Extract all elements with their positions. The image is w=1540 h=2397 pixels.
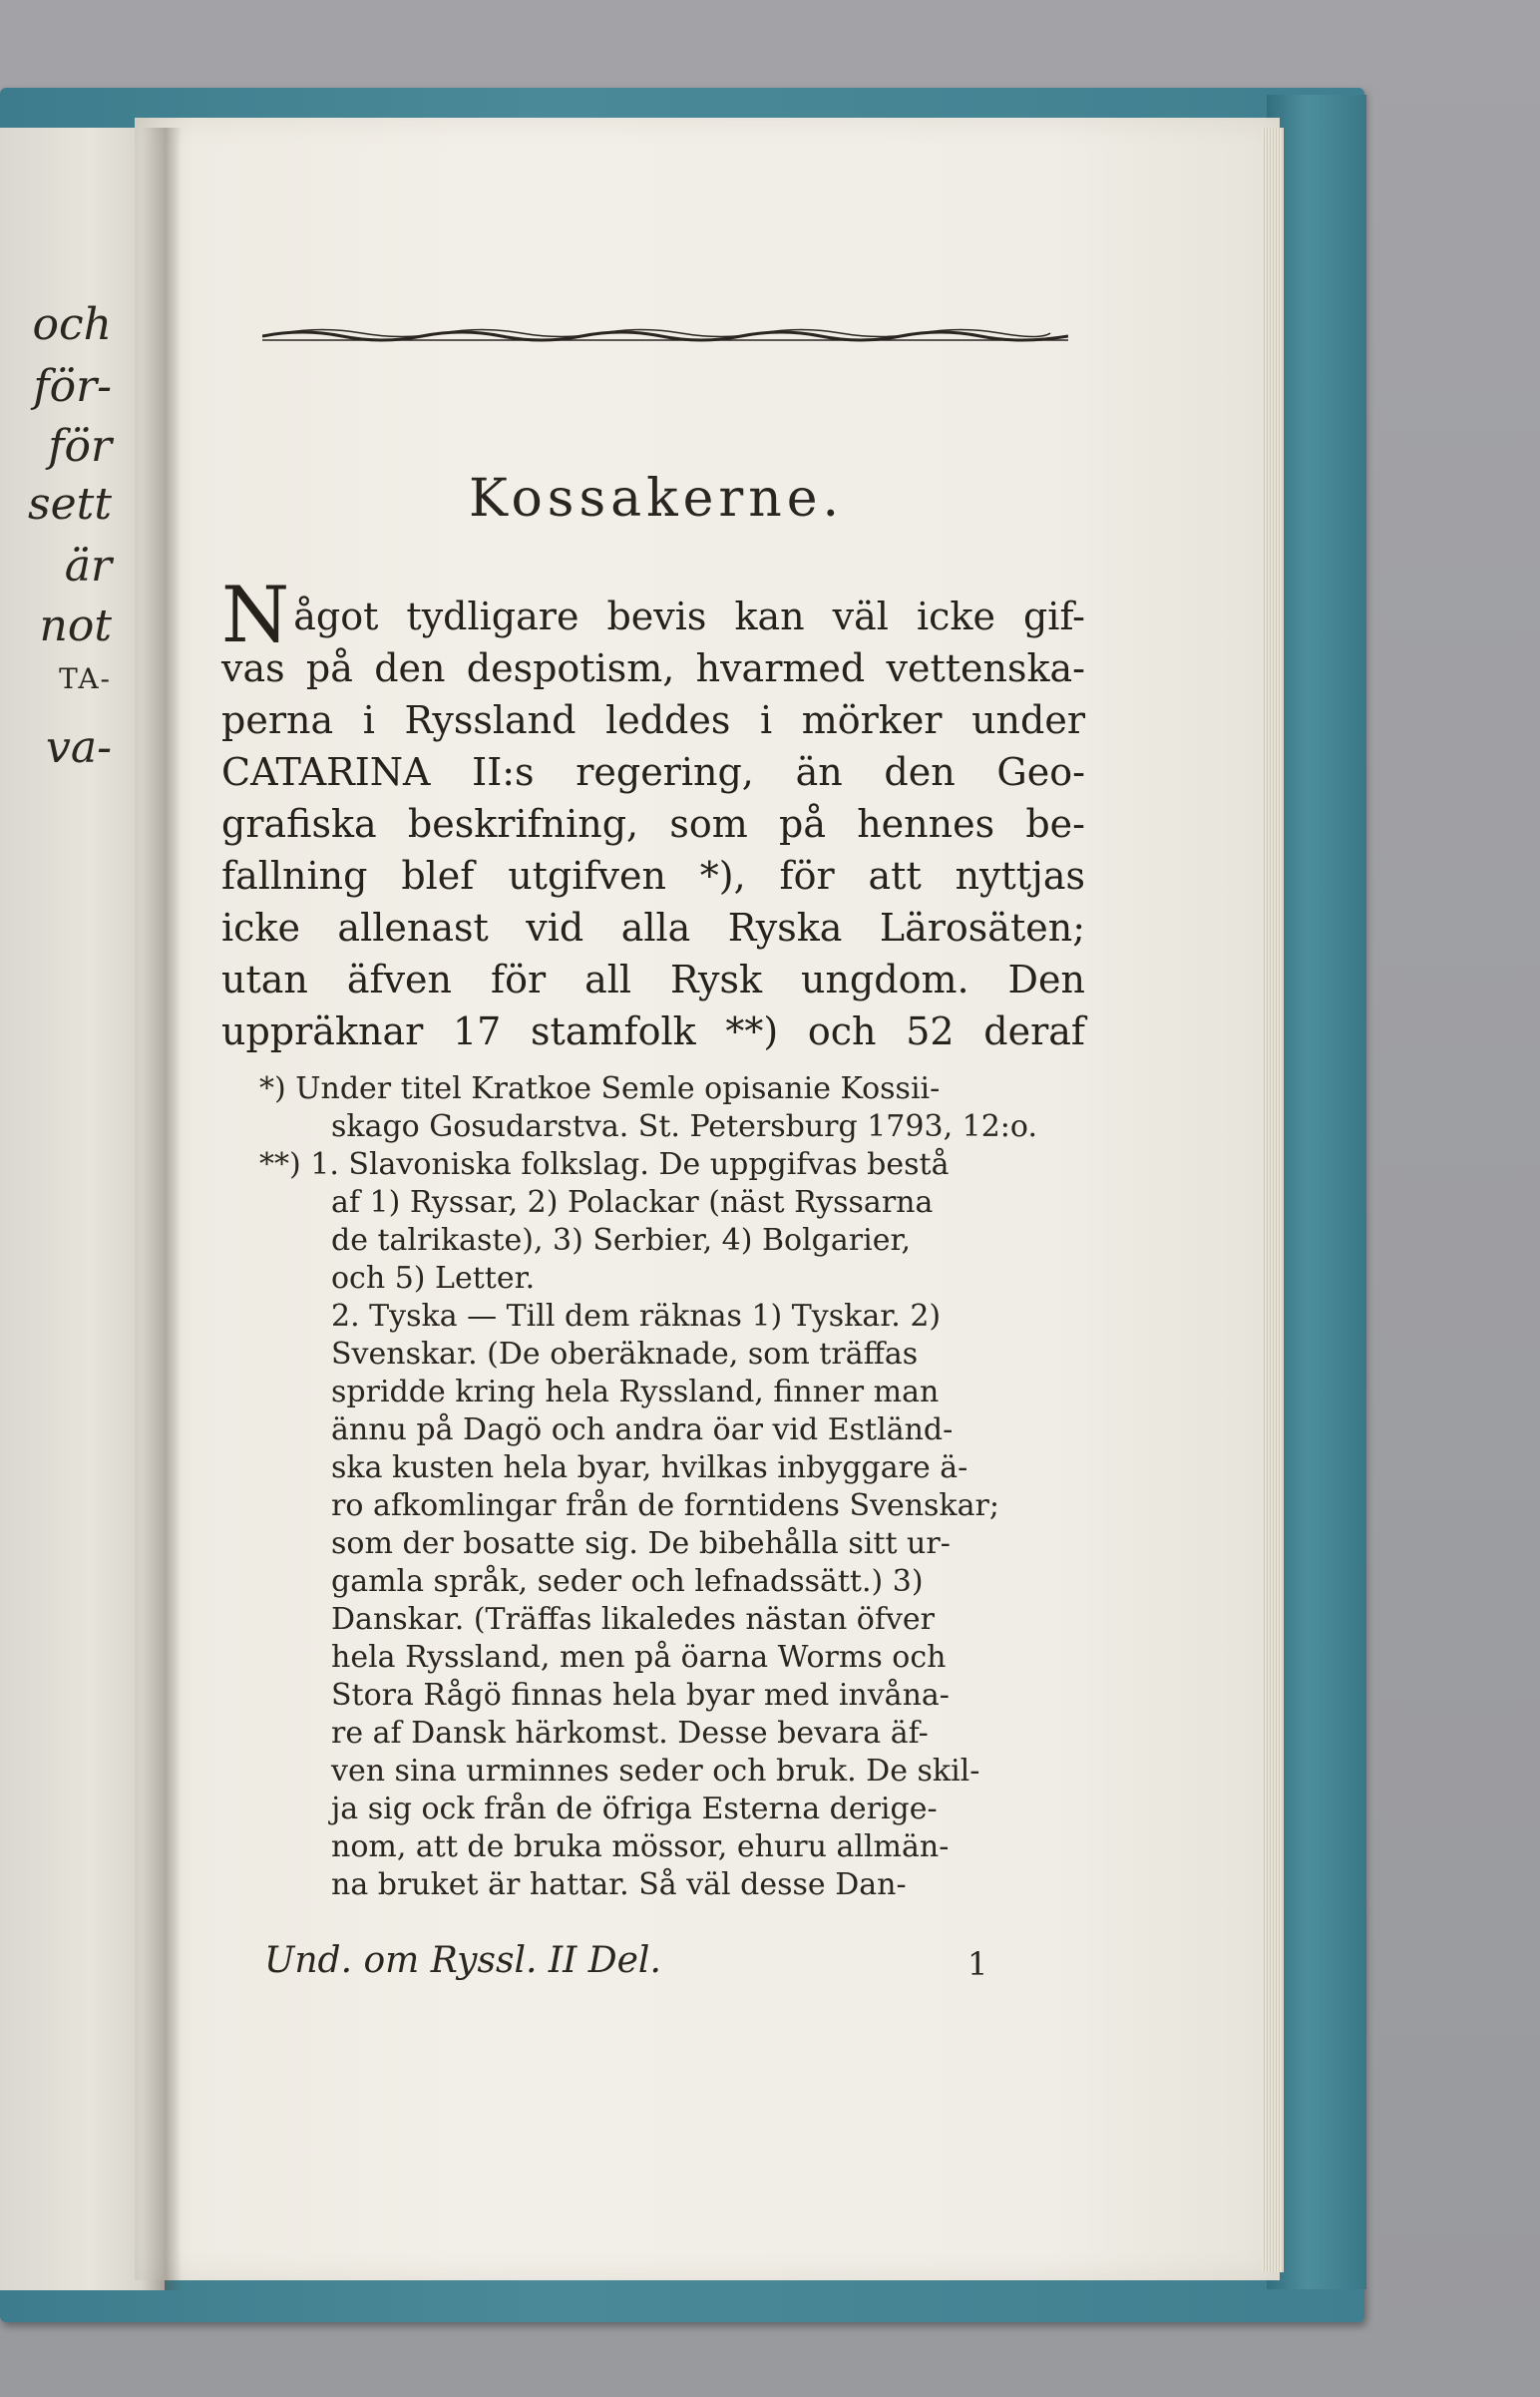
footnote-line: Stora Rågö finnas hela byar med invåna-	[331, 1678, 950, 1713]
body-line	[221, 954, 1085, 1005]
body-line-text: uppräknar 17 stamfolk **) och 52 deraf	[221, 1009, 1085, 1053]
body-line-text: utan äfven för all Rysk ungdom. Den	[221, 958, 1085, 1001]
body-line	[221, 850, 1085, 902]
left-page-fragment: är	[64, 541, 112, 592]
body-line	[221, 1005, 1085, 1057]
body-line-text: vas på den despotism, hvarmed vettenska-	[221, 646, 1085, 690]
footnote-line: na bruket är hattar. Så väl desse Dan-	[331, 1867, 907, 1902]
footnotes	[259, 1070, 1087, 1904]
left-page-fragment: TA-	[59, 662, 112, 695]
footnote-line: *) Under titel Kratkoe Semle opisanie Kossii-	[259, 1071, 941, 1106]
body-line	[221, 642, 1085, 694]
page-edges	[1262, 128, 1284, 2272]
body-text	[221, 571, 1085, 1057]
footnote-line: som der bosatte sig. De bibehålla sitt ur-	[331, 1526, 951, 1561]
footnote-line: spridde kring hela Ryssland, finner man	[331, 1375, 940, 1409]
footnote-line: ven sina urminnes seder och bruk. De skil-	[331, 1754, 980, 1789]
footnote-line: ja sig ock från de öfriga Esterna derige-	[331, 1792, 938, 1826]
body-line	[221, 571, 1085, 660]
left-page-fragment: va-	[46, 722, 112, 773]
left-page-fragment: sett	[28, 479, 112, 530]
body-line-text: ågot tydligare bevis kan väl icke gif-	[293, 595, 1085, 638]
footnote-line: 2. Tyska — Till dem räknas 1) Tyskar. 2)	[331, 1299, 942, 1334]
body-line-text: CATARINA II:s regering, än den Geo-	[221, 750, 1085, 794]
footnote-line: skago Gosudarstva. St. Petersburg 1793, 12:o.	[331, 1109, 1037, 1144]
footnote-line: nom, att de bruka mössor, ehuru allmän-	[331, 1829, 950, 1864]
footnote-line: ska kusten hela byar, hvilkas inbyggare ä-	[331, 1450, 968, 1485]
left-page-fragment: för-	[33, 361, 112, 412]
body-line	[221, 694, 1085, 746]
footnote-line: re af Dansk härkomst. Desse bevara äf-	[331, 1716, 929, 1751]
gutter	[142, 128, 182, 2290]
left-page-fragment: not	[39, 600, 112, 651]
page-title: Kossakerne.	[469, 469, 845, 529]
footnote-line: ännu på Dagö och andra öar vid Estländ-	[331, 1412, 954, 1447]
drop-cap: N	[221, 571, 290, 660]
body-line-text: perna i Ryssland leddes i mörker under	[221, 698, 1085, 742]
footnote-line: ro afkomlingar från de forntidens Svenskar;	[331, 1488, 999, 1523]
body-line	[221, 798, 1085, 850]
footnote-line: **) 1. Slavoniska folkslag. De uppgifvas bestå	[259, 1147, 950, 1182]
signature-line: Und. om Ryssl. II Del.	[264, 1940, 661, 1981]
footnote-line: hela Ryssland, men på öarna Worms och	[331, 1640, 947, 1675]
body-line-text: icke allenast vid alla Ryska Lärosäten;	[221, 906, 1085, 950]
body-line	[221, 902, 1085, 954]
footnote-line: Svenskar. (De oberäknade, som träffas	[331, 1337, 919, 1372]
header-ornament	[262, 324, 1068, 344]
footnote-line: Danskar. (Träffas likaledes nästan öfver	[331, 1602, 936, 1637]
body-line	[221, 746, 1085, 798]
footnote-line: gamla språk, seder och lefnadssätt.) 3)	[331, 1564, 924, 1599]
footnote-line: de talrikaste), 3) Serbier, 4) Bolgarier,	[331, 1223, 912, 1258]
left-page-fragment: för	[48, 421, 112, 472]
body-line-text: fallning blef utgifven *), för att nyttjas	[221, 854, 1085, 898]
left-page-fragment: och	[32, 299, 112, 350]
footnote-line: af 1) Ryssar, 2) Polackar (näst Ryssarna	[331, 1185, 934, 1220]
footnote-line: och 5) Letter.	[331, 1261, 536, 1296]
body-line-text: grafiska beskrifning, som på hennes be-	[221, 802, 1085, 846]
signature-mark: 1	[967, 1945, 988, 1983]
